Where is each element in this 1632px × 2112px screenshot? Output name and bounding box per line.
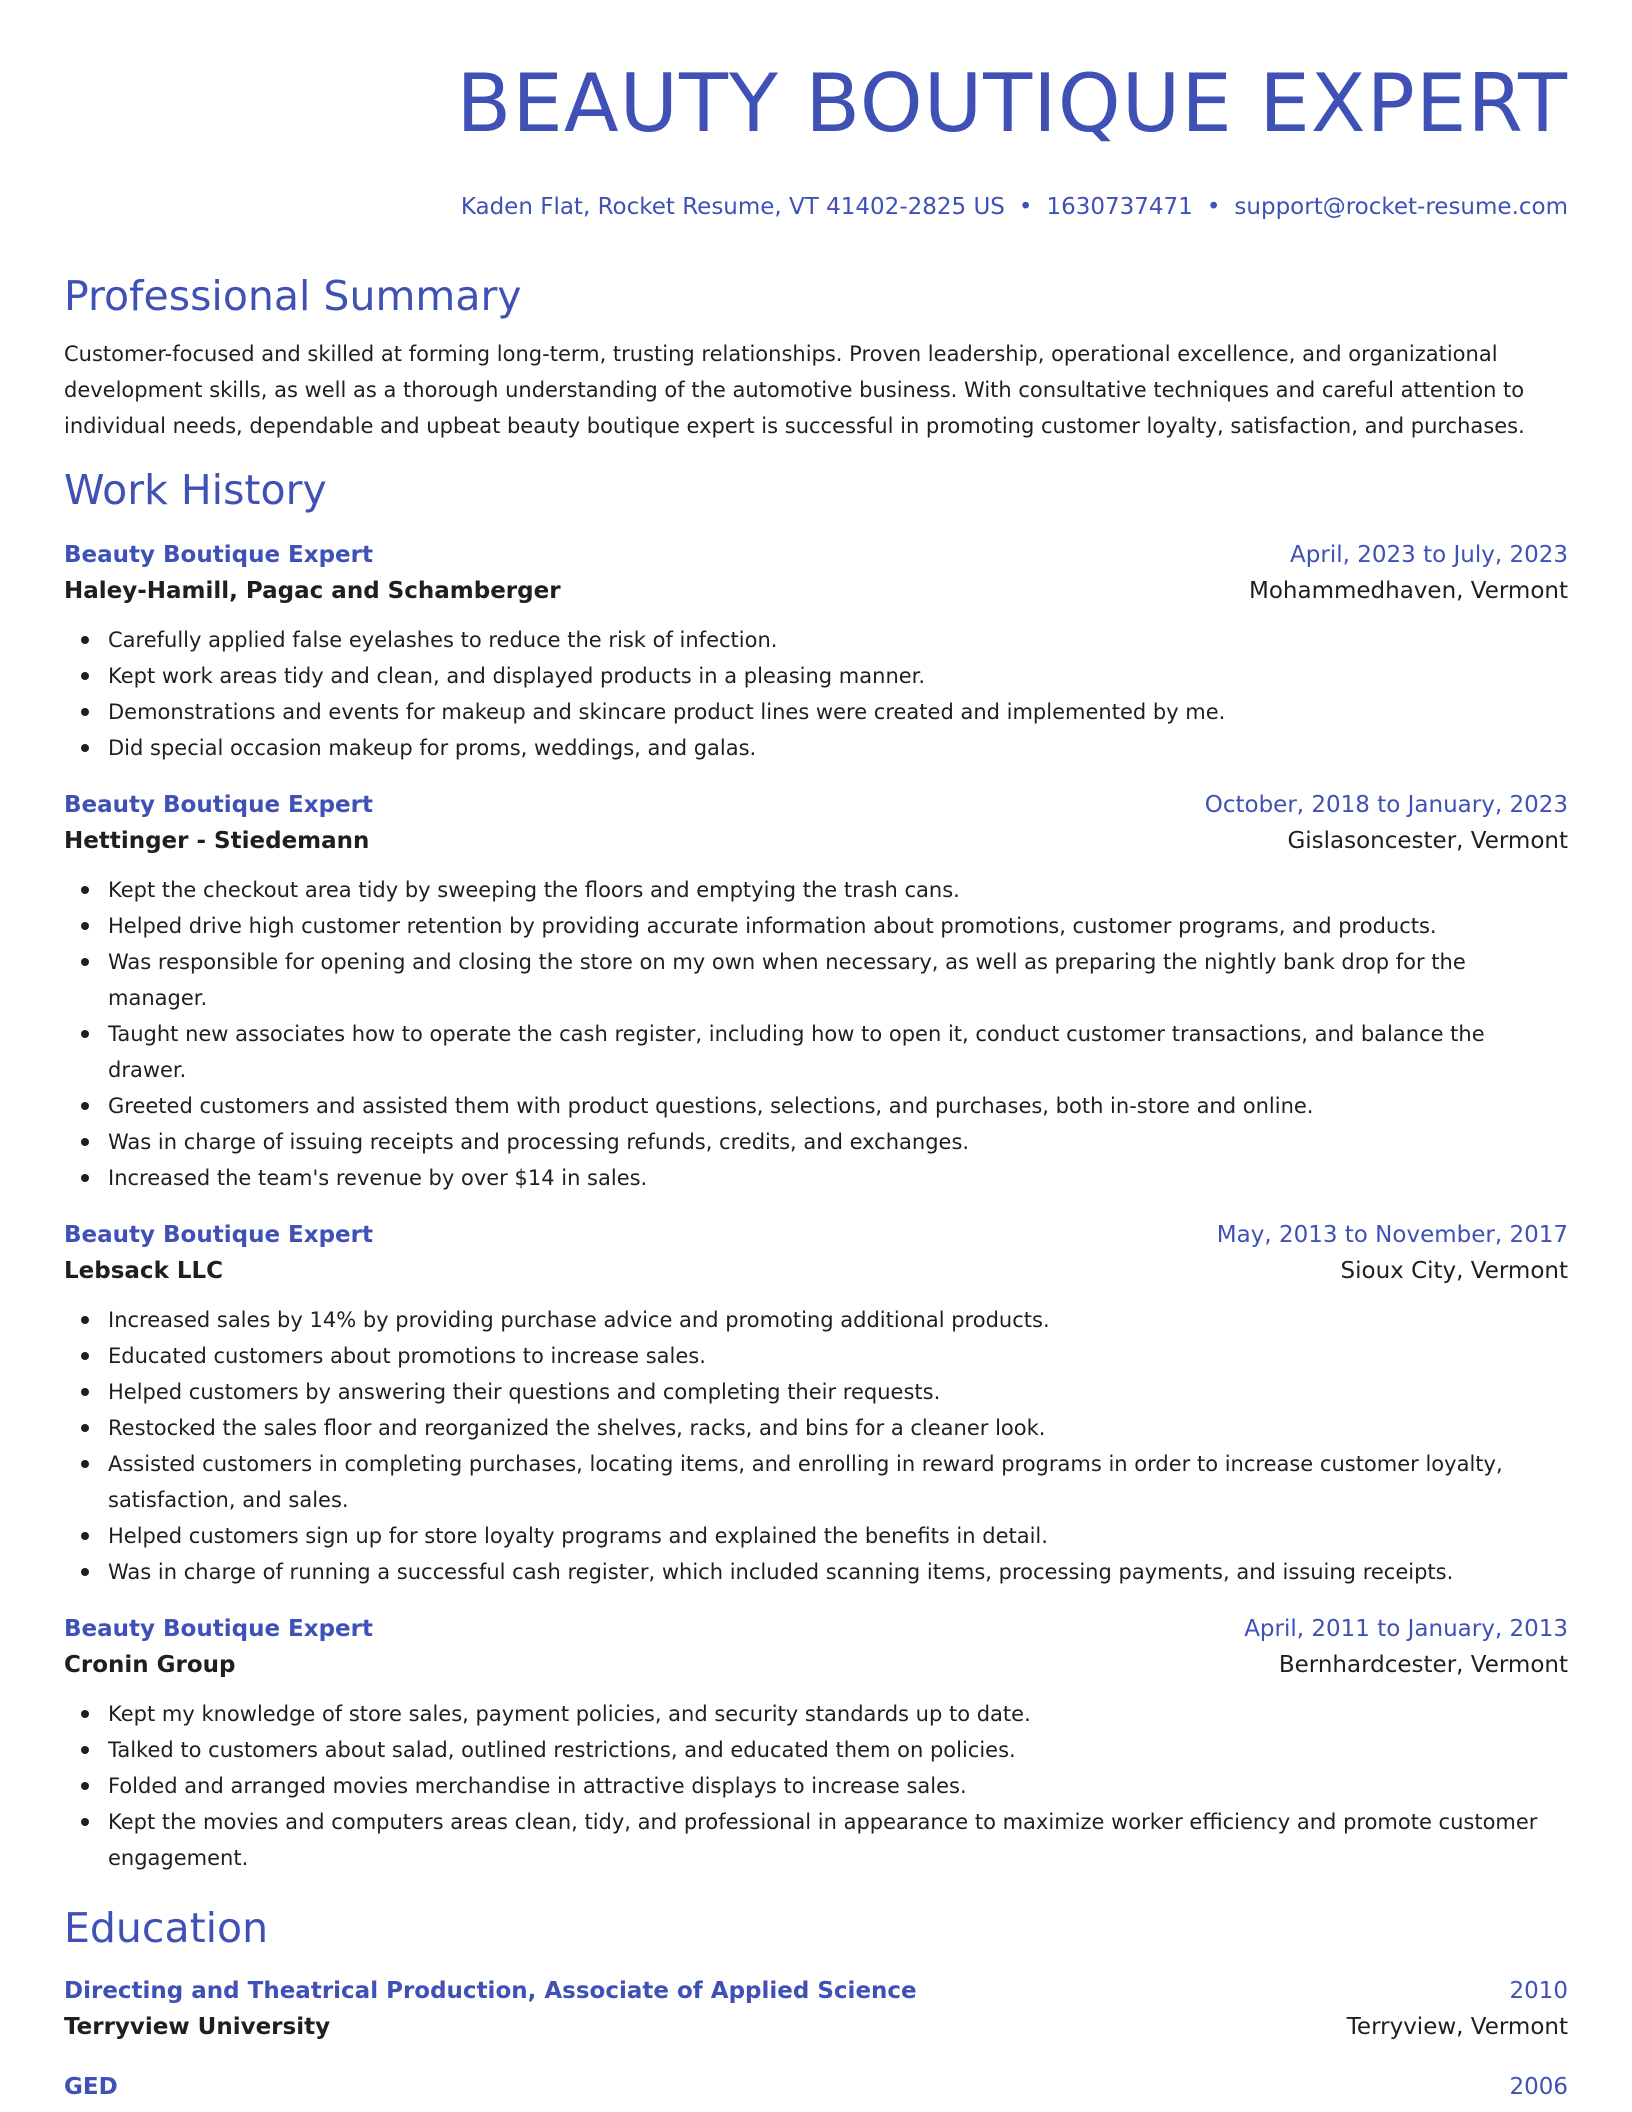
education-degree: GED — [64, 2074, 118, 2100]
job-bullets — [64, 1302, 1568, 1590]
job-dates: April, 2011 to January, 2013 — [1244, 1616, 1568, 1642]
job-bullet: Kept the movies and computers areas clean, tidy, and professional in appearance to maximize worker efficiency and promote customer engagement. — [64, 1804, 1568, 1876]
job-bullet: Greeted customers and assisted them with product questions, selections, and purchases, both in-store and online. — [64, 1088, 1568, 1124]
job-dates: April, 2023 to July, 2023 — [1290, 542, 1568, 568]
education-heading: Education — [64, 1904, 269, 1952]
job-bullet: Increased sales by 14% by providing purchase advice and promoting additional products. — [64, 1302, 1568, 1338]
job-bullet: Taught new associates how to operate the cash register, including how to open it, conduct customer transactions, and balance the drawer. — [64, 1016, 1568, 1088]
job-bullet: Helped customers sign up for store loyalty programs and explained the benefits in detail. — [64, 1518, 1568, 1554]
contact-separator: • — [1206, 194, 1221, 220]
summary-text: Customer-focused and skilled at forming long-term, trusting relationships. Proven leadership, operational excellence, and organizational development skills, as well as a thorough understanding of the automotive business. With consultative techniques and careful attention to individual needs, dependable and upbeat beauty boutique expert is successful in promoting customer loyalty, satisfaction, and purchases. — [64, 342, 1525, 438]
summary-heading: Professional Summary — [64, 272, 522, 320]
job-bullet: Helped customers by answering their questions and completing their requests. — [64, 1374, 1568, 1410]
job-company: Hettinger - Stiedemann — [64, 828, 370, 854]
job-bullet: Demonstrations and events for makeup and skincare product lines were created and implemented by me. — [64, 694, 1568, 730]
job-title: Beauty Boutique Expert — [64, 542, 373, 568]
contact-line — [64, 192, 1568, 222]
contact-phone: 1630737471 — [1046, 194, 1193, 220]
job-title: Beauty Boutique Expert — [64, 1616, 373, 1642]
job-bullet: Was in charge of running a successful cash register, which included scanning items, processing payments, and issuing receipts. — [64, 1554, 1568, 1590]
job-bullet: Restocked the sales floor and reorganized the shelves, racks, and bins for a cleaner look. — [64, 1410, 1568, 1446]
job-company: Haley-Hamill, Pagac and Schamberger — [64, 578, 561, 604]
education-entry — [64, 2070, 1568, 2104]
job-bullet: Was in charge of issuing receipts and processing refunds, credits, and exchanges. — [64, 1124, 1568, 1160]
job-bullet: Helped drive high customer retention by providing accurate information about promotions, customer programs, and products. — [64, 908, 1568, 944]
job-bullets — [64, 622, 1568, 766]
resume-page — [64, 0, 1568, 2104]
contact-separator: • — [1018, 194, 1033, 220]
education-year: 2010 — [1509, 1978, 1568, 2004]
job-bullet: Kept work areas tidy and clean, and displayed products in a pleasing manner. — [64, 658, 1568, 694]
job-bullet: Educated customers about promotions to increase sales. — [64, 1338, 1568, 1374]
job-entry — [64, 788, 1568, 1196]
contact-address: Kaden Flat, Rocket Resume, VT 41402-2825 US — [460, 194, 1005, 220]
job-bullets — [64, 1696, 1568, 1876]
job-location: Mohammedhaven, Vermont — [1248, 578, 1568, 604]
job-bullet: Kept the checkout area tidy by sweeping the floors and emptying the trash cans. — [64, 872, 1568, 908]
job-bullets — [64, 872, 1568, 1196]
job-bullet: Assisted customers in completing purchases, locating items, and enrolling in reward programs in order to increase customer loyalty, satisfaction, and sales. — [64, 1446, 1568, 1518]
job-company: Lebsack LLC — [64, 1258, 224, 1284]
job-dates: October, 2018 to January, 2023 — [1204, 792, 1568, 818]
work-history-heading: Work History — [64, 466, 327, 514]
job-bullet: Kept my knowledge of store sales, payment policies, and security standards up to date. — [64, 1696, 1568, 1732]
job-location: Bernhardcester, Vermont — [1278, 1652, 1568, 1678]
job-bullet: Folded and arranged movies merchandise in attractive displays to increase sales. — [64, 1768, 1568, 1804]
job-title: Beauty Boutique Expert — [64, 1222, 373, 1248]
job-title: Beauty Boutique Expert — [64, 792, 373, 818]
job-entry — [64, 1612, 1568, 1876]
job-location: Sioux City, Vermont — [1340, 1258, 1568, 1284]
job-bullet: Did special occasion makeup for proms, weddings, and galas. — [64, 730, 1568, 766]
job-entry — [64, 538, 1568, 766]
education-year: 2006 — [1509, 2074, 1568, 2100]
resume-name: BEAUTY BOUTIQUE EXPERT — [456, 57, 1568, 150]
education-location: Terryview, Vermont — [1346, 2014, 1568, 2040]
job-bullet: Carefully applied false eyelashes to reduce the risk of infection. — [64, 622, 1568, 658]
job-location: Gislasoncester, Vermont — [1287, 828, 1568, 854]
job-company: Cronin Group — [64, 1652, 236, 1678]
contact-email[interactable]: support@rocket-resume.com — [1234, 194, 1568, 220]
job-bullet: Talked to customers about salad, outlined restrictions, and educated them on policies. — [64, 1732, 1568, 1768]
education-entry — [64, 1974, 1568, 2046]
job-bullet: Increased the team's revenue by over $14 in sales. — [64, 1160, 1568, 1196]
education-school: Terryview University — [64, 2014, 331, 2040]
job-entry — [64, 1218, 1568, 1590]
job-bullet: Was responsible for opening and closing the store on my own when necessary, as well as preparing the nightly bank drop for the manager. — [64, 944, 1568, 1016]
education-degree: Directing and Theatrical Production, Associate of Applied Science — [64, 1978, 917, 2004]
job-dates: May, 2013 to November, 2017 — [1216, 1222, 1568, 1248]
